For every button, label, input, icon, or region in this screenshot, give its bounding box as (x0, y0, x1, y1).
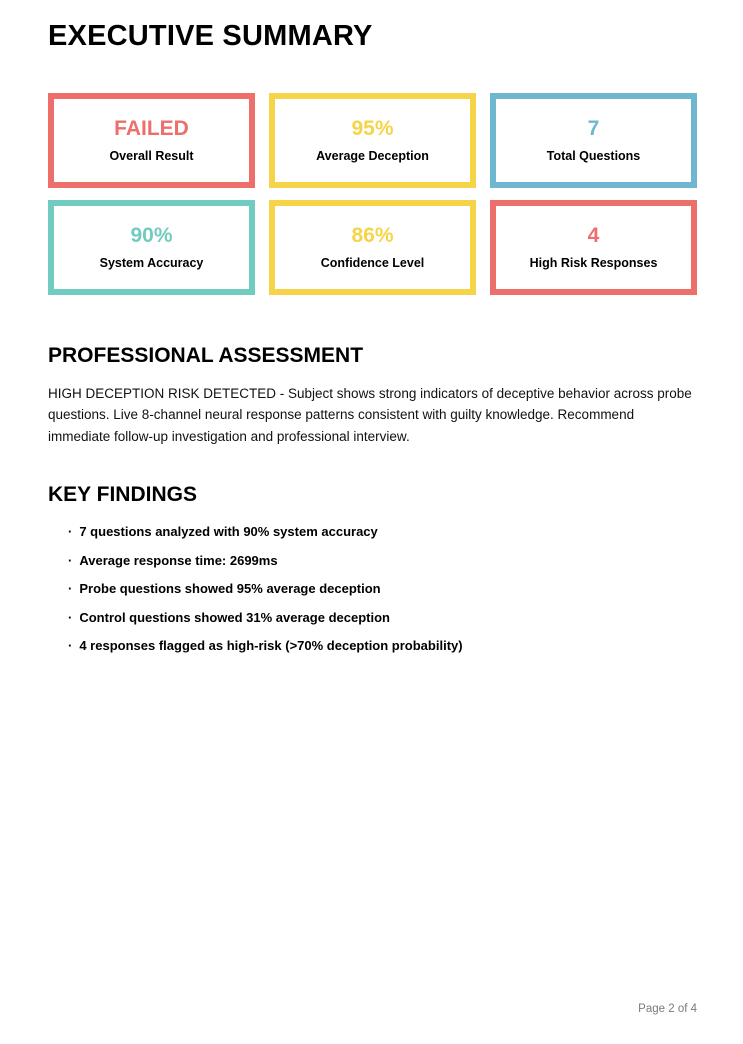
stat-card-confidence-level (269, 200, 476, 295)
finding-text: Control questions showed 31% average deception (79, 609, 390, 625)
stat-card-system-accuracy (48, 200, 255, 295)
page-number: Page 2 of 4 (638, 1003, 697, 1015)
stat-label: Average Deception (316, 149, 429, 164)
finding-item (68, 611, 697, 625)
stat-label: Confidence Level (320, 256, 425, 271)
finding-text: 7 questions analyzed with 90% system accuracy (79, 524, 378, 540)
bullet-dot: · (68, 552, 73, 568)
finding-item (68, 639, 697, 653)
bullet-dot: · (68, 524, 73, 540)
stat-value: 86% (351, 224, 394, 248)
stat-value: 7 (587, 117, 600, 141)
stat-label: High Risk Responses (529, 256, 658, 271)
finding-text: 4 responses flagged as high-risk (>70% deception probability) (79, 638, 463, 654)
finding-item (68, 554, 697, 568)
finding-item (68, 582, 697, 596)
stat-cards-grid (48, 93, 697, 295)
stat-value: 95% (351, 117, 394, 141)
finding-text: Probe questions showed 95% average deception (79, 581, 381, 597)
section-heading-professional-assessment: PROFESSIONAL ASSESSMENT (48, 343, 364, 367)
bullet-dot: · (68, 638, 73, 654)
stat-label: System Accuracy (99, 256, 204, 271)
key-findings-list (48, 525, 697, 653)
finding-item (68, 525, 697, 539)
stat-card-overall-result (48, 93, 255, 188)
stat-label: Total Questions (546, 149, 641, 164)
bullet-dot: · (68, 581, 73, 597)
bullet-dot: · (68, 609, 73, 625)
section-heading-key-findings: KEY FINDINGS (48, 483, 197, 507)
report-page (48, 0, 697, 668)
stat-card-average-deception (269, 93, 476, 188)
stat-value: FAILED (114, 117, 189, 141)
finding-text: Average response time: 2699ms (79, 552, 278, 568)
stat-label: Overall Result (109, 149, 194, 164)
stat-card-total-questions (490, 93, 697, 188)
page-title: EXECUTIVE SUMMARY (48, 20, 373, 52)
stat-value: 90% (130, 224, 173, 248)
assessment-body-text: HIGH DECEPTION RISK DETECTED - Subject shows strong indicators of deceptive behavior across probe questions. Live 8-channel neural response patterns consistent with guilty knowledge. Recommend immediate follow-up investigation and professional interview. (48, 385, 692, 444)
stat-card-high-risk-responses (490, 200, 697, 295)
stat-value: 4 (587, 224, 600, 248)
